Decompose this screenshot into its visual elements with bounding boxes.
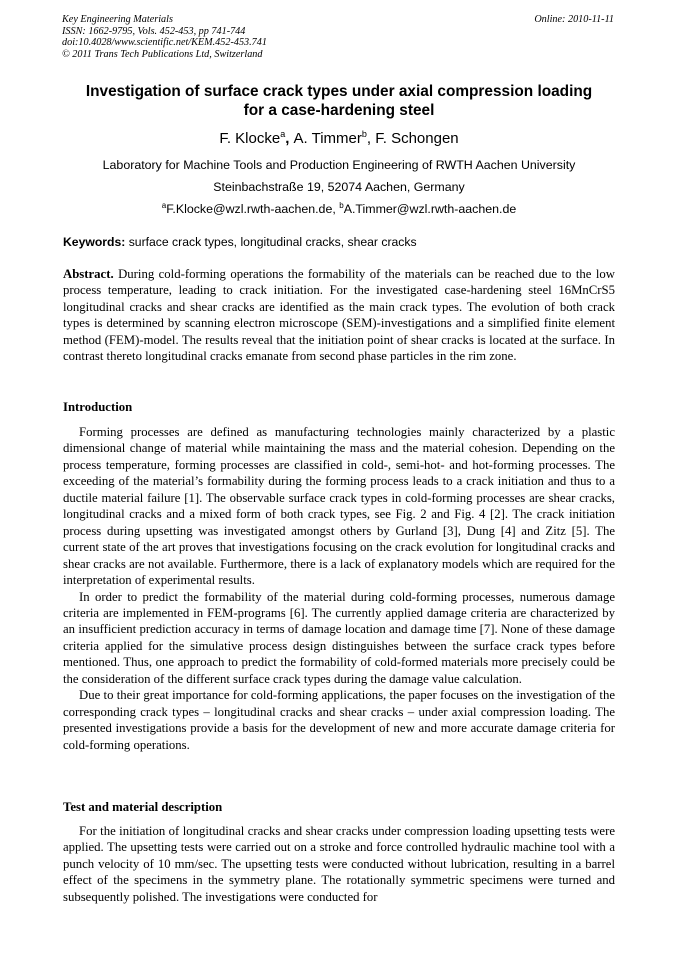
paragraph: For the initiation of longitudinal cracks and shear cracks under compression loading upsetting tests were applied. The upsetting tests were carried out on a stroke and force controlled hydraulic machine tool with a punch velocity of 10 mm/sec. The upsetting tests were conducted without lubrication, resulting in a barrel effect of the specimens in the symmetry plane. The rotationally symmetric specimens were turned and subsequently polished. The investigations were conducted for <box>63 824 615 904</box>
abstract-label: Abstract. <box>63 267 114 281</box>
email-sup: a <box>161 201 167 210</box>
copyright-line: © 2011 Trans Tech Publications Ltd, Switzerland <box>62 48 263 60</box>
author-name: F. Klocke <box>219 130 281 147</box>
email-link[interactable]: F.Klocke@wzl.rwth-aachen.de, <box>166 202 340 216</box>
journal-name: Key Engineering Materials <box>62 14 173 25</box>
email-sup: b <box>339 201 344 210</box>
email-link[interactable]: A.Timmer@wzl.rwth-aachen.de <box>343 202 517 216</box>
paragraph: In order to predict the formability of the material during cold-forming processes, numerous damage criteria are implemented in FEM-programs [6]. The currently applied damage criteria are characterized by an insufficient prediction accuracy in terms of damage location and damage time [7]. None of these damage criteria applied for the simulative process design distinguishes between the surface crack types before mentioned. Thus, one approach to predict the formability of cold-formed materials more precisely could be the consideration of the different surface crack types during the damage value calculation. <box>63 589 615 686</box>
title-line-2: for a case-hardening steel <box>243 102 435 119</box>
abstract-text: During cold-forming operations the formability of the materials can be reached due to the low process temperature, leading to crack initiation. For the investigated case-hardening steel 16MnCrS5 longitudinal cracks and shear cracks are identified as the main crack types. The evolution of both crack types is determined by scanning electron microscope (SEM)-investigations and a simplified finite element method (FEM)-model. The results reveal that the initiation point of shear cracks is located at the surface. In contrast thereto longitudinal cracks emanate from second phase particles in the rim zone. <box>63 267 615 364</box>
keywords <box>63 235 615 250</box>
issn-line: ISSN: 1662-9795, Vols. 452-453, pp 741-744 <box>62 25 246 37</box>
abstract <box>63 266 615 365</box>
journal-header <box>62 14 614 60</box>
email-line <box>0 202 678 217</box>
author-name: A. Timmer <box>293 130 362 147</box>
paper-title <box>60 82 618 120</box>
test-body <box>63 823 615 905</box>
author-separator: , <box>366 130 376 147</box>
section-heading-test: Test and material description <box>63 800 223 814</box>
section-heading-introduction: Introduction <box>63 400 133 414</box>
author-list <box>0 130 678 148</box>
affiliation-line-1: Laboratory for Machine Tools and Production Engineering of RWTH Aachen University <box>102 158 576 172</box>
author-name: F. Schongen <box>375 130 459 147</box>
author-sup: b <box>361 129 367 139</box>
online-date: Online: 2010-11-11 <box>534 14 614 25</box>
doi-line: doi:10.4028/www.scientific.net/KEM.452-453.741 <box>62 37 267 48</box>
keywords-label: Keywords: <box>63 235 126 249</box>
keywords-text: surface crack types, longitudinal cracks, shear cracks <box>125 235 417 249</box>
title-line-1: Investigation of surface crack types under axial compression loading <box>85 83 593 100</box>
author-separator: , <box>285 130 294 147</box>
paragraph: Forming processes are defined as manufacturing technologies mainly characterized by a plastic dimensional change of material while maintaining the mass and the material cohesion. Depending on the process temperature, forming processes are classified in cold-, semi-hot- and hot-forming processes. The exceeding of the material’s formability during the forming process leads to a crack initiation and thus to a ductile material failure [1]. The observable surface crack types in cold-forming processes are shear cracks, longitudinal cracks and a mixed form of both crack types, see Fig. 2 and Fig. 4 [2]. The crack initiation process during upsetting was investigated amongst others by Gurland [3], Dung [4] and Zitz [5]. The current state of the art proves that investigations focusing on the crack evolution for longitudinal cracks and shear cracks are not available. Furthermore, there is a lack of explanatory models which are required for the interpretation of experimental results. <box>63 425 615 588</box>
paragraph: Due to their great importance for cold-forming applications, the paper focuses on the investigation of the corresponding crack types – longitudinal cracks and shear cracks – under axial compression loading. The presented investigations provide a basis for the development of new and more accurate damage criteria for cold-forming operations. <box>63 688 615 752</box>
author-sup: a <box>280 129 286 139</box>
introduction-body <box>63 424 615 753</box>
affiliation-line-2: Steinbachstraße 19, 52074 Aachen, Germany <box>213 180 465 194</box>
